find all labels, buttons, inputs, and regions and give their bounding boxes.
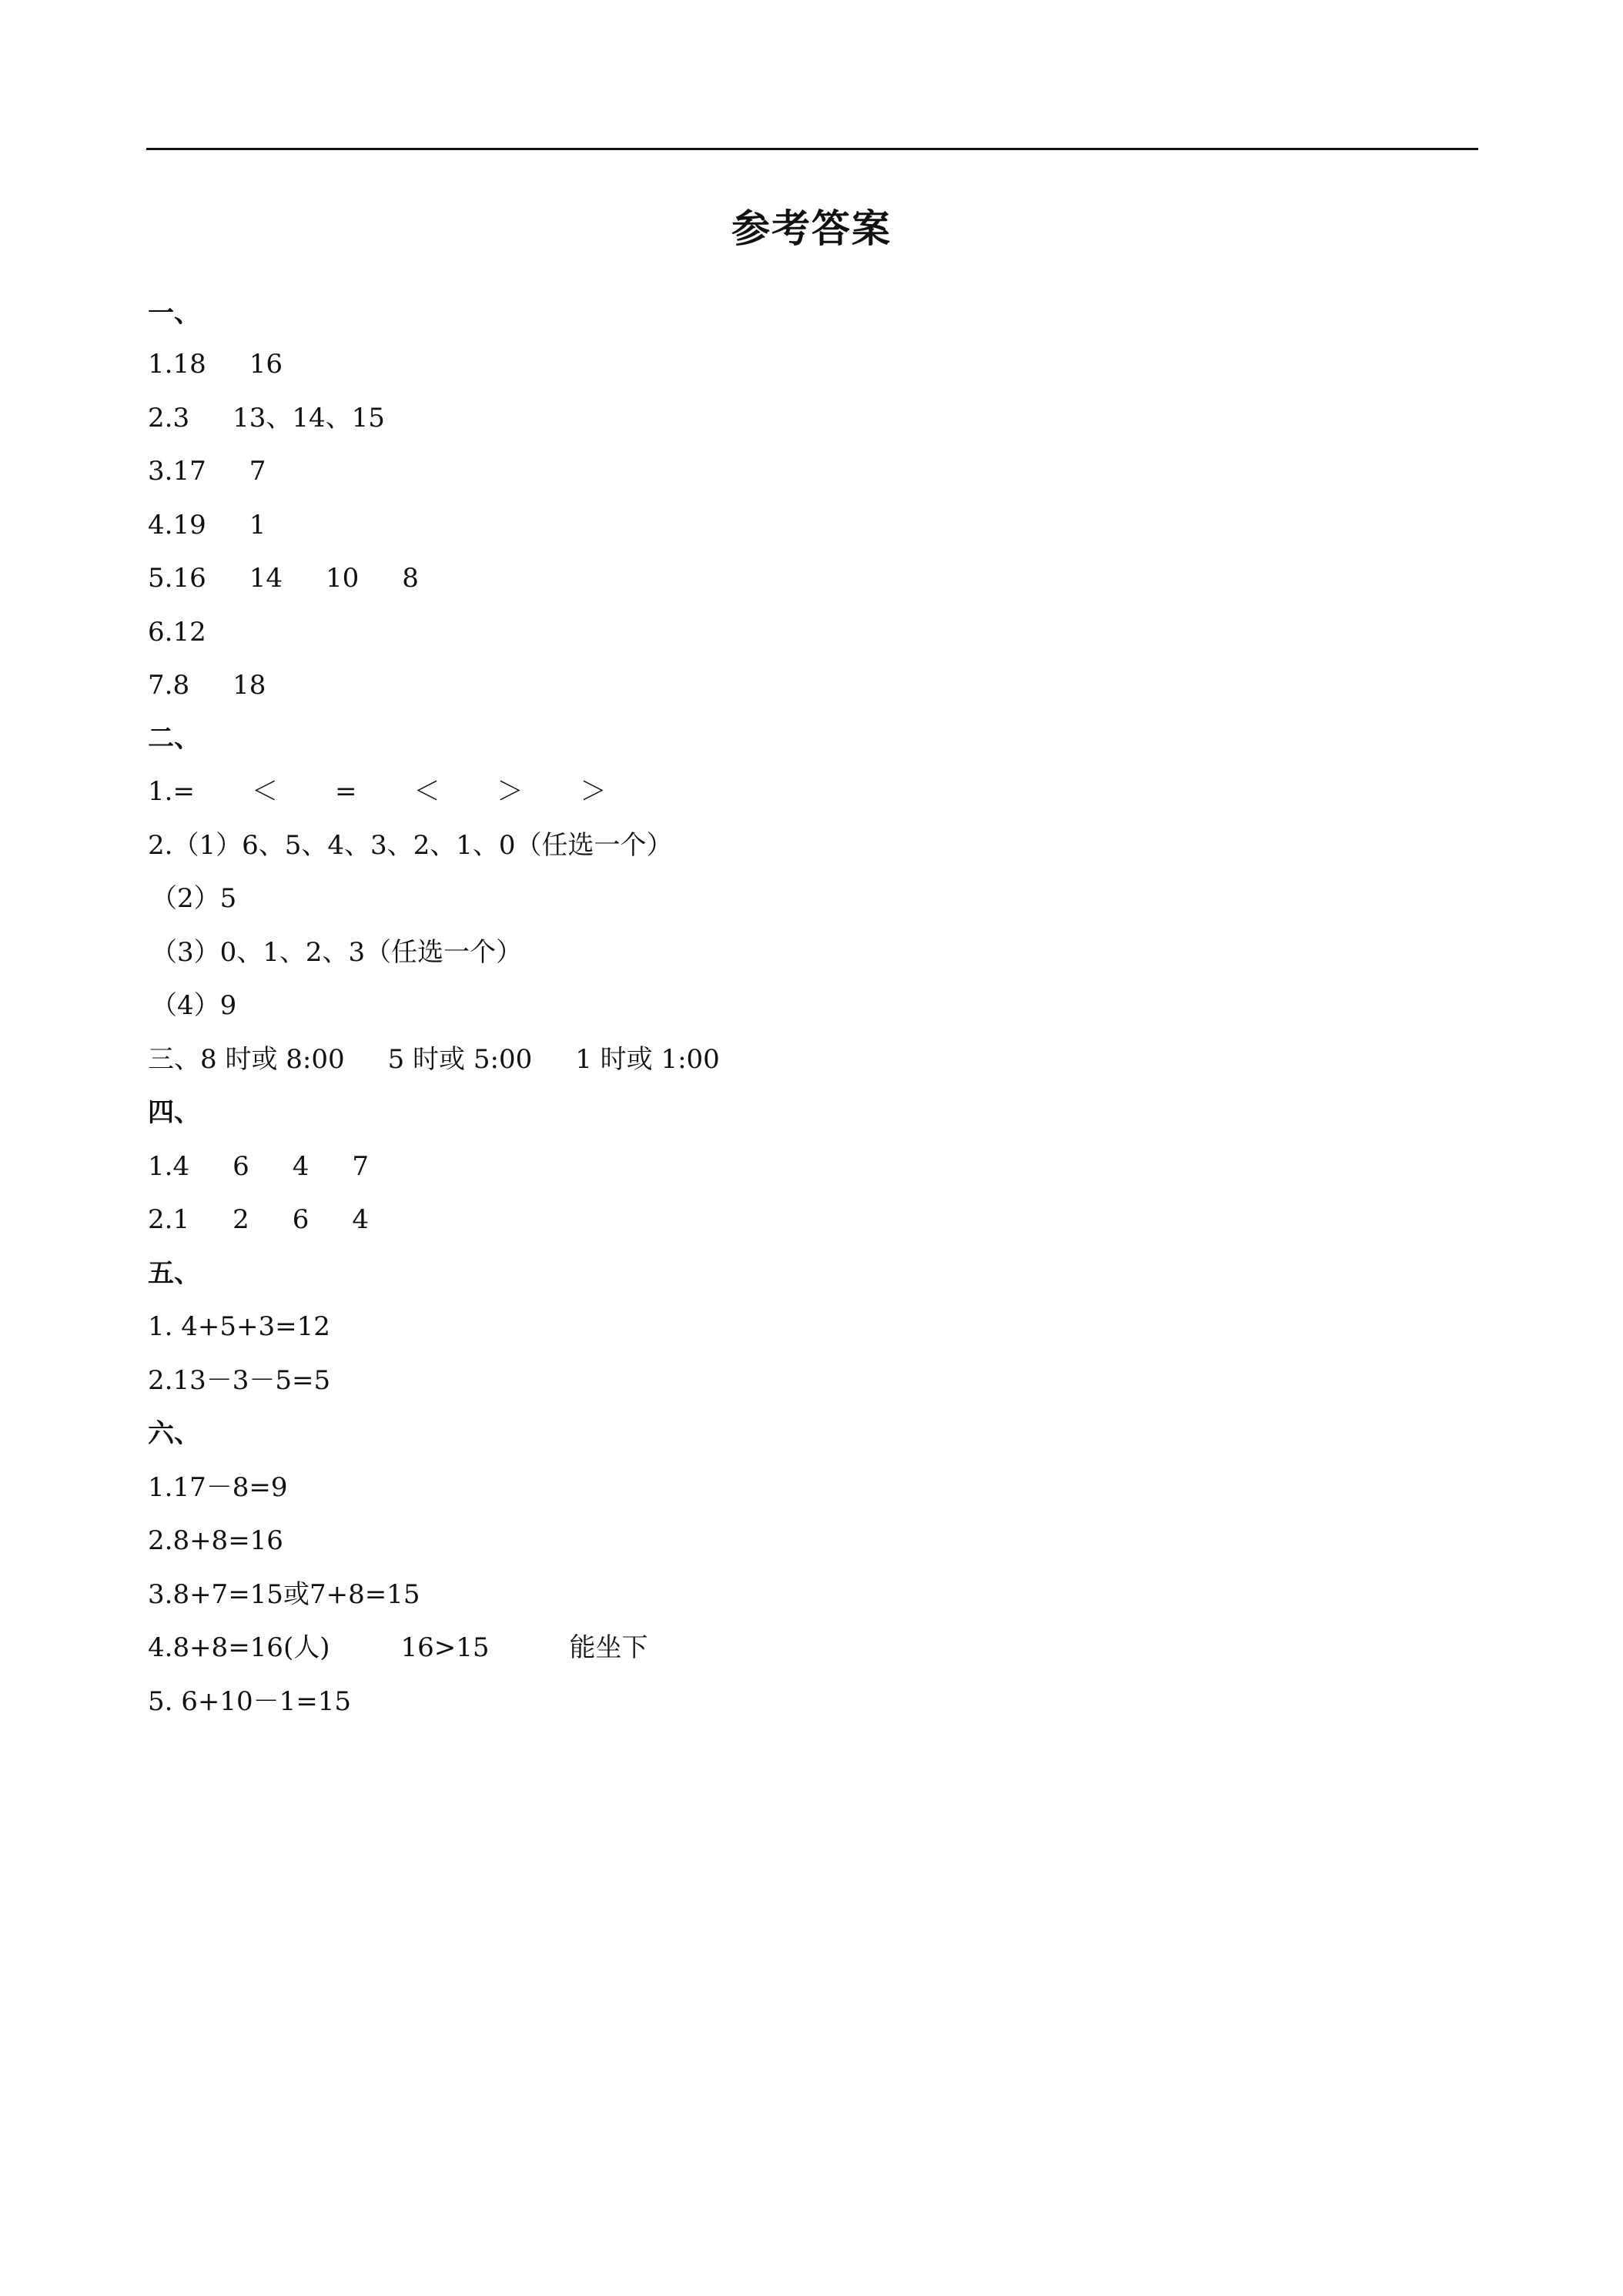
answer-line: [148, 1153, 369, 1180]
answer-value: 能坐下: [569, 1632, 648, 1663]
answer-value: 14: [249, 563, 283, 594]
section-2-heading: 二、: [148, 723, 200, 754]
comparison-symbol: ＜: [413, 776, 440, 807]
answer-item: 4.8+8=16(人): [148, 1632, 330, 1663]
answer-line: [148, 617, 206, 648]
answer-line: [148, 778, 606, 805]
answer-line: [148, 510, 266, 541]
answer-line: 2.13－3－5=5: [148, 1365, 331, 1396]
answer-value: 2: [233, 1204, 249, 1235]
answer-line: （3）0、1、2、3（任选一个）: [151, 937, 523, 968]
answer-item: 7.8: [148, 670, 190, 701]
answer-value: 4: [352, 1204, 369, 1235]
answer-item: 1.=: [148, 776, 195, 807]
answer-value: 16: [249, 349, 283, 380]
answer-value: 16>15: [400, 1632, 490, 1663]
answer-value: 5 时或 5:00: [387, 1044, 533, 1075]
answer-value: 6: [292, 1204, 310, 1235]
answer-value: 4: [292, 1151, 310, 1182]
answer-line: 1.17－8=9: [148, 1472, 288, 1503]
answer-item: 5.16: [148, 563, 206, 594]
answer-line: [148, 349, 283, 380]
answer-line: 2.（1）6、5、4、3、2、1、0（任选一个）: [148, 830, 673, 861]
answer-value: 7: [352, 1151, 369, 1182]
header-rule: [146, 148, 1478, 150]
answer-value: 10: [325, 563, 360, 594]
answer-line: 3.8+7=15或7+8=15: [148, 1579, 420, 1610]
section-5-heading: 五、: [148, 1258, 200, 1289]
answer-item: 4.19: [148, 510, 206, 541]
section-4-heading: 四、: [148, 1097, 200, 1128]
comparison-symbol: =: [334, 776, 357, 807]
answer-line: [148, 563, 419, 594]
answer-value: 6: [233, 1151, 249, 1182]
answer-line: （4）9: [151, 990, 237, 1021]
answer-value: 8: [402, 563, 419, 594]
answer-item: 6.12: [148, 617, 206, 648]
comparison-symbol: ＜: [251, 776, 278, 807]
answer-item: 3.17: [148, 456, 206, 487]
answer-line: 1. 4+5+3=12: [148, 1311, 330, 1342]
answer-value: 1 时或 1:00: [575, 1044, 720, 1075]
answer-value: 13、14、15: [233, 403, 385, 433]
answer-line: （2）5: [151, 883, 237, 914]
answer-value: 1: [249, 510, 266, 541]
section-3-line: [148, 1046, 720, 1073]
answer-item: 2.3: [148, 403, 190, 433]
page-title: 参考答案: [731, 206, 892, 251]
section-1-heading: 一、: [148, 298, 200, 329]
answer-line: [148, 1204, 369, 1235]
comparison-symbol: ＞: [580, 776, 607, 807]
answer-line: [148, 1632, 648, 1663]
comparison-symbol: ＞: [497, 776, 524, 807]
answer-item: 2.1: [148, 1204, 190, 1235]
answer-line: [148, 405, 385, 431]
answer-line: [148, 670, 266, 701]
answer-item: 三、8 时或 8:00: [148, 1044, 345, 1075]
section-6-heading: 六、: [148, 1418, 200, 1449]
answer-value: 18: [233, 670, 266, 701]
answer-line: 2.8+8=16: [148, 1525, 283, 1556]
answer-line: 5. 6+10－1=15: [148, 1686, 352, 1717]
answer-value: 7: [249, 456, 266, 487]
answer-item: 1.18: [148, 349, 206, 380]
answer-line: [148, 456, 266, 487]
answer-item: 1.4: [148, 1151, 190, 1182]
